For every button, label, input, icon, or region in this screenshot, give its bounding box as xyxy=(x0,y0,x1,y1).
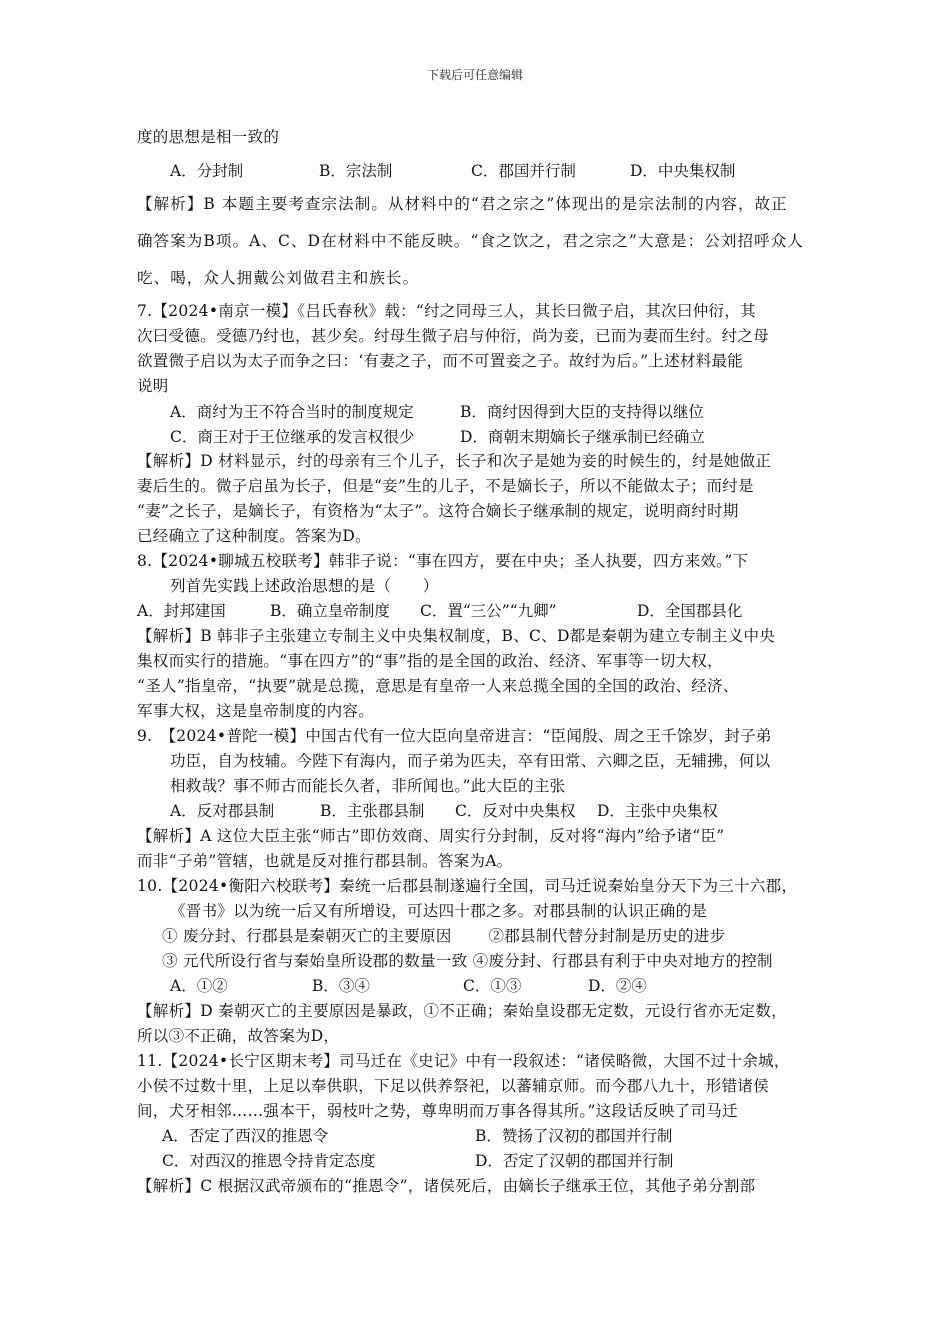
text-line: ③ 元代所设行省与秦始皇所设郡的数量一致 ④废分封、行郡县有利于中央对地方的控制 xyxy=(162,952,773,970)
text-line: ① 废分封、行郡县是秦朝灭亡的主要原因 ②郡县制代替分封制是历史的进步 xyxy=(162,927,726,945)
option: A．分封制 xyxy=(170,162,244,180)
text-line: 欲置微子启以为太子而争之曰：‘有妻之子，而不可置妾之子。故纣为后。”上述材料最能 xyxy=(137,352,744,370)
text-line: 【解析】D 材料显示，纣的母亲有三个儿子，长子和次子是她为妾的时候生的，纣是她做正 xyxy=(137,452,772,470)
text-line: 已经确立了这种制度。答案为D。 xyxy=(137,527,371,545)
option: B．主张郡县制 xyxy=(320,802,425,820)
option: D．②④ xyxy=(588,977,647,995)
text-line: 度的思想是相一致的 xyxy=(137,128,280,146)
text-line: 【解析】B 韩非子主张建立专制主义中央集权制度，B、C、D都是秦朝为建立专制主义中央 xyxy=(137,627,776,645)
text-line: 确答案为B项。A、C、D在材料中不能反映。“食之饮之，君之宗之”大意是：公刘招呼众人 xyxy=(137,232,804,250)
option: A．①② xyxy=(170,977,228,995)
text-line: “妻”之长子，是嫡长子，有资格为“太子”。这符合嫡长子继承制的规定，说明商纣时期 xyxy=(137,502,739,520)
option: C．商王对于王位继承的发言权很少 xyxy=(170,428,415,446)
text-line: 集权而实行的措施。“事在四方”的“事”指的是全国的政治、经济、军事等一切大权， xyxy=(137,652,723,670)
page-header: 下载后可任意编辑 xyxy=(426,68,523,82)
text-line: 吃、喝，众人拥戴公刘做君主和族长。 xyxy=(137,269,420,287)
option: A．否定了西汉的推恩令 xyxy=(162,1127,329,1145)
text-line: 【解析】A 这位大臣主张“师古”即仿效商、周实行分封制，反对将“海内”给予诸“臣” xyxy=(137,827,725,845)
option: A．商纣为王不符合当时的制度规定 xyxy=(170,403,414,421)
option: B．宗法制 xyxy=(319,162,393,180)
option: B．商纣因得到大臣的支持得以继位 xyxy=(460,403,704,421)
text-line: 说明 xyxy=(137,377,169,395)
text-line: 军事大权，这是皇帝制度的内容。 xyxy=(137,702,375,720)
option: B．③④ xyxy=(312,977,370,995)
text-line: 7.【2024•南京一模】《吕氏春秋》载：“纣之同母三人，其长曰微子启，其次曰仲衍，其 xyxy=(137,302,756,320)
option: A．反对郡县制 xyxy=(170,802,275,820)
option: D．全国郡县化 xyxy=(637,602,743,620)
text-line: 相救哉？事不师古而能长久者，非所闻也。”此大臣的主张 xyxy=(170,777,566,795)
text-line: 妻后生的。微子启虽为长子，但是“妾”生的儿子，不是嫡长子，所以不能做太子；而纣是 xyxy=(137,477,754,495)
text-line: 列首先实践上述政治思想的是（ ） xyxy=(170,577,439,595)
option: C．①③ xyxy=(463,977,522,995)
text-line: 【解析】B 本题主要考查宗法制。从材料中的“君之宗之”体现出的是宗法制的内容，故正 xyxy=(137,195,788,213)
text-line: 8.【2024•聊城五校联考】韩非子说：“事在四方，要在中央；圣人执要，四方来效。”下 xyxy=(137,552,749,570)
option: D．商朝末期嫡长子继承制已经确立 xyxy=(460,428,705,446)
option: A．封邦建国 xyxy=(137,602,226,620)
text-line: 9. 【2024•普陀一模】中国古代有一位大臣向皇帝进言：“臣闻殷、周之王千馀岁，封子弟 xyxy=(137,727,772,745)
text-line: 【解析】D 秦朝灭亡的主要原因是暴政，①不正确；秦始皇设郡无定数，元设行省亦无定数， xyxy=(137,1002,787,1020)
option: B．确立皇帝制度 xyxy=(270,602,390,620)
text-line: 次曰受德。受德乃纣也，甚少矣。纣母生微子启与仲衍，尚为妾，已而为妻而生纣。纣之母 xyxy=(137,327,770,345)
text-line: 【解析】C 根据汉武帝颁布的“推恩令”，诸侯死后，由嫡长子继承王位，其他子弟分割部 xyxy=(137,1177,756,1195)
text-line: “圣人”指皇帝，“执要”就是总揽，意思是有皇帝一人来总揽全国的全国的政治、经济、 xyxy=(137,677,739,695)
option: C．对西汉的推恩令持肯定态度 xyxy=(162,1152,376,1170)
option: D．中央集权制 xyxy=(630,162,736,180)
text-line: 小侯不过数十里，上足以奉供职，下足以供养祭祀，以蕃辅京师。而今郡八九十，形错诸侯 xyxy=(137,1077,770,1095)
text-line: 11.【2024•长宁区期末考】司马迁在《史记》中有一段叙述：“诸侯略微，大国不过十余城， xyxy=(137,1052,790,1070)
option: C．置“三公”“九卿” xyxy=(420,602,557,620)
text-line: 间，犬牙相邻……强本干，弱枝叶之势，尊卑明而万事各得其所。”这段话反映了司马迁 xyxy=(137,1102,738,1120)
text-line: 所以③不正确，故答案为D， xyxy=(137,1027,340,1045)
text-line: 功臣，自为枝辅。今陛下有海内，而子弟为匹夫，卒有田常、六卿之臣，无辅拂，何以 xyxy=(170,752,771,770)
option: D．主张中央集权 xyxy=(597,802,718,820)
option: D．否定了汉朝的郡国并行制 xyxy=(475,1152,674,1170)
text-line: 而非“子弟”管辖，也就是反对推行郡县制。答案为A。 xyxy=(137,852,513,870)
option: C．郡国并行制 xyxy=(471,162,576,180)
text-line: 《晋书》以为统一后又有所增设，可达四十郡之多。对郡县制的认识正确的是 xyxy=(170,902,708,920)
option: B．赞扬了汉初的郡国并行制 xyxy=(475,1127,673,1145)
option: C．反对中央集权 xyxy=(455,802,576,820)
text-line: 10.【2024•衡阳六校联考】秦统一后郡县制遂遍行全国，司马迁说秦始皇分天下为三十六郡， xyxy=(137,877,798,895)
